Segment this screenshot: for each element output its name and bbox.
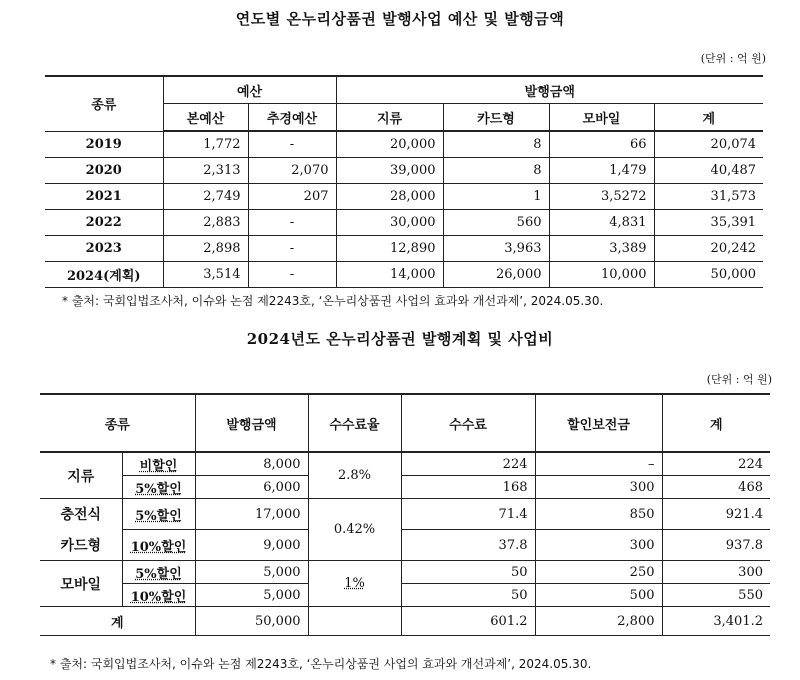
table2-header-discount: 할인보전금 bbox=[535, 394, 662, 452]
group-paper: 지류 bbox=[40, 452, 122, 499]
cell-issue: 5,000 bbox=[195, 561, 308, 584]
table2-header-kind: 종류 bbox=[40, 394, 195, 452]
row-year: 2020 bbox=[45, 158, 163, 184]
cell-total: 31,573 bbox=[654, 184, 763, 210]
table1-title: 연도별 온누리상품권 발행사업 예산 및 발행금액 bbox=[235, 10, 565, 28]
cell-total: 20,074 bbox=[654, 131, 763, 158]
table1-header-budget: 예산 bbox=[163, 76, 336, 104]
cell-fee: 168 bbox=[401, 476, 535, 499]
table2-title: 2024년도 온누리상품권 발행계획 및 사업비 bbox=[246, 330, 554, 348]
table2-header-fee: 수수료 bbox=[401, 394, 535, 452]
row-subtype bbox=[122, 476, 195, 499]
cell-issue: 17,000 bbox=[195, 499, 308, 530]
table1-header-card: 카드형 bbox=[443, 104, 549, 132]
cell-paper: 20,000 bbox=[336, 131, 443, 158]
row-year: 2022 bbox=[45, 210, 163, 236]
table2-header-row bbox=[40, 394, 770, 452]
cell-supp-budget: - bbox=[248, 236, 336, 262]
cell-fee: 224 bbox=[401, 452, 535, 476]
table1-header-mobile: 모바일 bbox=[549, 104, 654, 132]
cell-card: 8 bbox=[443, 158, 549, 184]
row-subtype-label: 10%할인 bbox=[130, 539, 187, 555]
table2-header-fee-rate: 수수료율 bbox=[308, 394, 401, 452]
cell-fee: 50 bbox=[401, 584, 535, 607]
cell-mobile: 3,389 bbox=[549, 236, 654, 262]
cell-issue: 6,000 bbox=[195, 476, 308, 499]
cell-card: 8 bbox=[443, 131, 549, 158]
table1-unit: (단위 : 억 원) bbox=[700, 52, 766, 65]
cell-total: 50,000 bbox=[654, 262, 763, 288]
cell-main-budget: 2,883 bbox=[163, 210, 248, 236]
table1-source-note: * 출처: 국회입법조사처, 이슈와 논점 제2243호, ‘온누리상품권 사업의 효과와 개선과제’, 2024.05.30. bbox=[62, 294, 604, 308]
cell-mobile: 1,479 bbox=[549, 158, 654, 184]
group-mobile: 모바일 bbox=[40, 561, 122, 607]
cell-main-budget: 2,898 bbox=[163, 236, 248, 262]
cell-discount: 300 bbox=[535, 530, 662, 561]
cell-discount: 300 bbox=[535, 476, 662, 499]
cell-card: 26,000 bbox=[443, 262, 549, 288]
table-row bbox=[40, 561, 770, 584]
table-row bbox=[45, 131, 763, 158]
row-subtype-label: 5%할인 bbox=[135, 481, 182, 497]
cell-supp-budget: - bbox=[248, 262, 336, 288]
table-row bbox=[40, 476, 770, 499]
cell-paper: 28,000 bbox=[336, 184, 443, 210]
cell-discount: 850 bbox=[535, 499, 662, 530]
row-year: 2024(계획) bbox=[45, 262, 163, 288]
cell-mobile: 4,831 bbox=[549, 210, 654, 236]
table1-header-supp-budget: 추경예산 bbox=[248, 104, 336, 132]
cell-mobile: 66 bbox=[549, 131, 654, 158]
cell-card: 1 bbox=[443, 184, 549, 210]
cell-supp-budget: - bbox=[248, 131, 336, 158]
cell-discount: 250 bbox=[535, 561, 662, 584]
cell-issue: 5,000 bbox=[195, 584, 308, 607]
table-row bbox=[40, 499, 770, 530]
cell-fee-rate-card: 0.42% bbox=[308, 499, 401, 561]
budget-issuance-table bbox=[45, 75, 763, 288]
cell-discount: – bbox=[535, 452, 662, 476]
total-label: 계 bbox=[40, 607, 195, 636]
plan-cost-table bbox=[40, 393, 770, 636]
cell-main-budget: 2,749 bbox=[163, 184, 248, 210]
group-card-line1: 충전식 bbox=[40, 499, 122, 530]
cell-main-budget: 3,514 bbox=[163, 262, 248, 288]
total-fee-rate-empty bbox=[308, 607, 401, 636]
cell-main-budget: 1,772 bbox=[163, 131, 248, 158]
table-row bbox=[45, 184, 763, 210]
cell-fee: 37.8 bbox=[401, 530, 535, 561]
row-subtype bbox=[122, 499, 195, 530]
table-row bbox=[40, 452, 770, 476]
table2-unit: (단위 : 억 원) bbox=[706, 373, 772, 386]
table2-header-total: 계 bbox=[662, 394, 770, 452]
total-issue: 50,000 bbox=[195, 607, 308, 636]
table-row bbox=[40, 584, 770, 607]
total-row bbox=[40, 607, 770, 636]
cell-total: 550 bbox=[662, 584, 770, 607]
cell-supp-budget: - bbox=[248, 210, 336, 236]
cell-fee: 71.4 bbox=[401, 499, 535, 530]
cell-mobile: 3,5272 bbox=[549, 184, 654, 210]
table-row bbox=[45, 236, 763, 262]
total-total: 3,401.2 bbox=[662, 607, 770, 636]
table1-header-main-budget: 본예산 bbox=[163, 104, 248, 132]
cell-issue: 9,000 bbox=[195, 530, 308, 561]
cell-paper: 14,000 bbox=[336, 262, 443, 288]
cell-total: 921.4 bbox=[662, 499, 770, 530]
cell-fee: 50 bbox=[401, 561, 535, 584]
cell-card: 3,963 bbox=[443, 236, 549, 262]
cell-main-budget: 2,313 bbox=[163, 158, 248, 184]
cell-fee-rate-paper: 2.8% bbox=[308, 452, 401, 499]
total-discount: 2,800 bbox=[535, 607, 662, 636]
table-row bbox=[45, 158, 763, 184]
cell-mobile: 10,000 bbox=[549, 262, 654, 288]
row-subtype bbox=[122, 584, 195, 607]
table-row bbox=[40, 530, 770, 561]
fee-rate-mobile-value: 1% bbox=[344, 576, 365, 591]
table1-header-kind: 종류 bbox=[45, 76, 163, 131]
row-year: 2023 bbox=[45, 236, 163, 262]
row-year: 2021 bbox=[45, 184, 163, 210]
cell-fee-rate-mobile bbox=[308, 561, 401, 607]
table1-header-total: 계 bbox=[654, 104, 763, 132]
row-subtype-label: 5%할인 bbox=[135, 508, 182, 524]
total-fee: 601.2 bbox=[401, 607, 535, 636]
table-row bbox=[45, 210, 763, 236]
group-card-line2: 카드형 bbox=[40, 530, 122, 561]
cell-paper: 12,890 bbox=[336, 236, 443, 262]
cell-total: 224 bbox=[662, 452, 770, 476]
row-subtype bbox=[122, 452, 195, 476]
row-subtype-label: 비할인 bbox=[139, 458, 178, 474]
table1-header-paper: 지류 bbox=[336, 104, 443, 132]
cell-supp-budget: 207 bbox=[248, 184, 336, 210]
table-row bbox=[45, 262, 763, 288]
row-subtype bbox=[122, 530, 195, 561]
table2-header-issue: 발행금액 bbox=[195, 394, 308, 452]
cell-total: 300 bbox=[662, 561, 770, 584]
row-subtype-label: 10%할인 bbox=[130, 589, 187, 605]
cell-discount: 500 bbox=[535, 584, 662, 607]
cell-total: 35,391 bbox=[654, 210, 763, 236]
table1-header-issuance: 발행금액 bbox=[336, 76, 763, 104]
cell-total: 468 bbox=[662, 476, 770, 499]
cell-paper: 39,000 bbox=[336, 158, 443, 184]
row-subtype-label: 5%할인 bbox=[135, 566, 182, 582]
cell-total: 20,242 bbox=[654, 236, 763, 262]
cell-issue: 8,000 bbox=[195, 452, 308, 476]
cell-total: 937.8 bbox=[662, 530, 770, 561]
table2-source-note: * 출처: 국회입법조사처, 이슈와 논점 제2243호, ‘온누리상품권 사업의 효과와 개선과제’, 2024.05.30. bbox=[50, 657, 592, 671]
cell-supp-budget: 2,070 bbox=[248, 158, 336, 184]
row-year: 2019 bbox=[45, 131, 163, 158]
row-subtype bbox=[122, 561, 195, 584]
cell-paper: 30,000 bbox=[336, 210, 443, 236]
cell-card: 560 bbox=[443, 210, 549, 236]
table1-header-row-1 bbox=[45, 76, 763, 104]
cell-total: 40,487 bbox=[654, 158, 763, 184]
